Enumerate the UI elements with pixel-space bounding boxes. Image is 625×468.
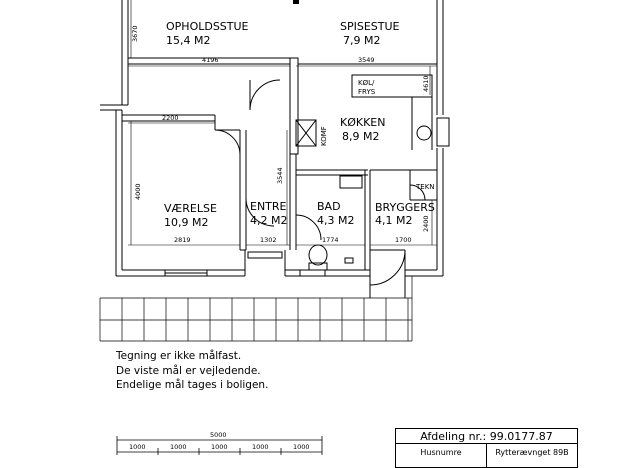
scale-seg-3: 1000: [211, 443, 228, 451]
dim-1774: 1774: [322, 236, 339, 244]
room-name-bad: BAD: [317, 200, 341, 213]
room-area-opholdsstue: 15,4 M2: [166, 34, 211, 47]
room-name-bryggers: BRYGGERS: [375, 201, 435, 214]
scale-seg-4: 1000: [252, 443, 269, 451]
fridge-label-line2: FRYS: [358, 88, 376, 96]
room-name-kokken: KØKKEN: [340, 116, 386, 129]
room-area-kokken: 8,9 M2: [342, 130, 380, 143]
title-block: [395, 428, 578, 468]
room-area-bryggers: 4,1 M2: [375, 214, 413, 227]
note-line-2: De viste mål er vejledende.: [116, 365, 261, 377]
room-name-opholdsstue: OPHOLDSSTUE: [166, 20, 249, 33]
department-number: Afdeling nr.: 99.0177.87: [396, 429, 577, 444]
dim-2200: 2200: [162, 114, 179, 122]
room-name-spisestue: SPISESTUE: [340, 20, 400, 33]
dim-2819: 2819: [174, 236, 191, 244]
scale-seg-2: 1000: [170, 443, 187, 451]
dim-3549: 3549: [358, 56, 375, 64]
dim-2400: 2400: [422, 215, 430, 232]
room-area-vaerelse: 10,9 M2: [164, 216, 209, 229]
room-name-entre: ENTRE: [250, 200, 287, 213]
scale-seg-5: 1000: [293, 443, 310, 451]
dim-3670: 3670: [131, 25, 139, 42]
house-numbers-label: Husnumre: [420, 448, 462, 457]
room-area-entre: 4,2 M2: [250, 214, 288, 227]
fridge-label-line1: KØL/: [358, 79, 375, 87]
scale-labels: [129, 431, 310, 451]
interior-walls: [122, 58, 437, 276]
room-name-vaerelse: VÆRELSE: [164, 202, 217, 215]
room-area-bad: 4,3 M2: [317, 214, 355, 227]
note-line-3: Endelige mål tages i boligen.: [116, 379, 269, 391]
room-area-spisestue: 7,9 M2: [343, 34, 381, 47]
address: Rytterævnget 89B: [486, 444, 577, 468]
terrace-grid: [100, 276, 412, 341]
dim-4000: 4000: [134, 183, 142, 200]
dim-1700: 1700: [395, 236, 412, 244]
stove-label: KOMF: [320, 126, 328, 146]
scale-total: 5000: [210, 431, 227, 439]
dim-3544: 3544: [276, 167, 284, 184]
note-line-1: Tegning er ikke målfast.: [116, 350, 242, 362]
dim-4196: 4196: [202, 56, 219, 64]
exterior-walls: [100, 0, 443, 276]
dim-1302: 1302: [260, 236, 277, 244]
dim-4610: 4610: [422, 75, 430, 92]
technical-label: TEKN: [416, 183, 435, 191]
scale-seg-1: 1000: [129, 443, 146, 451]
